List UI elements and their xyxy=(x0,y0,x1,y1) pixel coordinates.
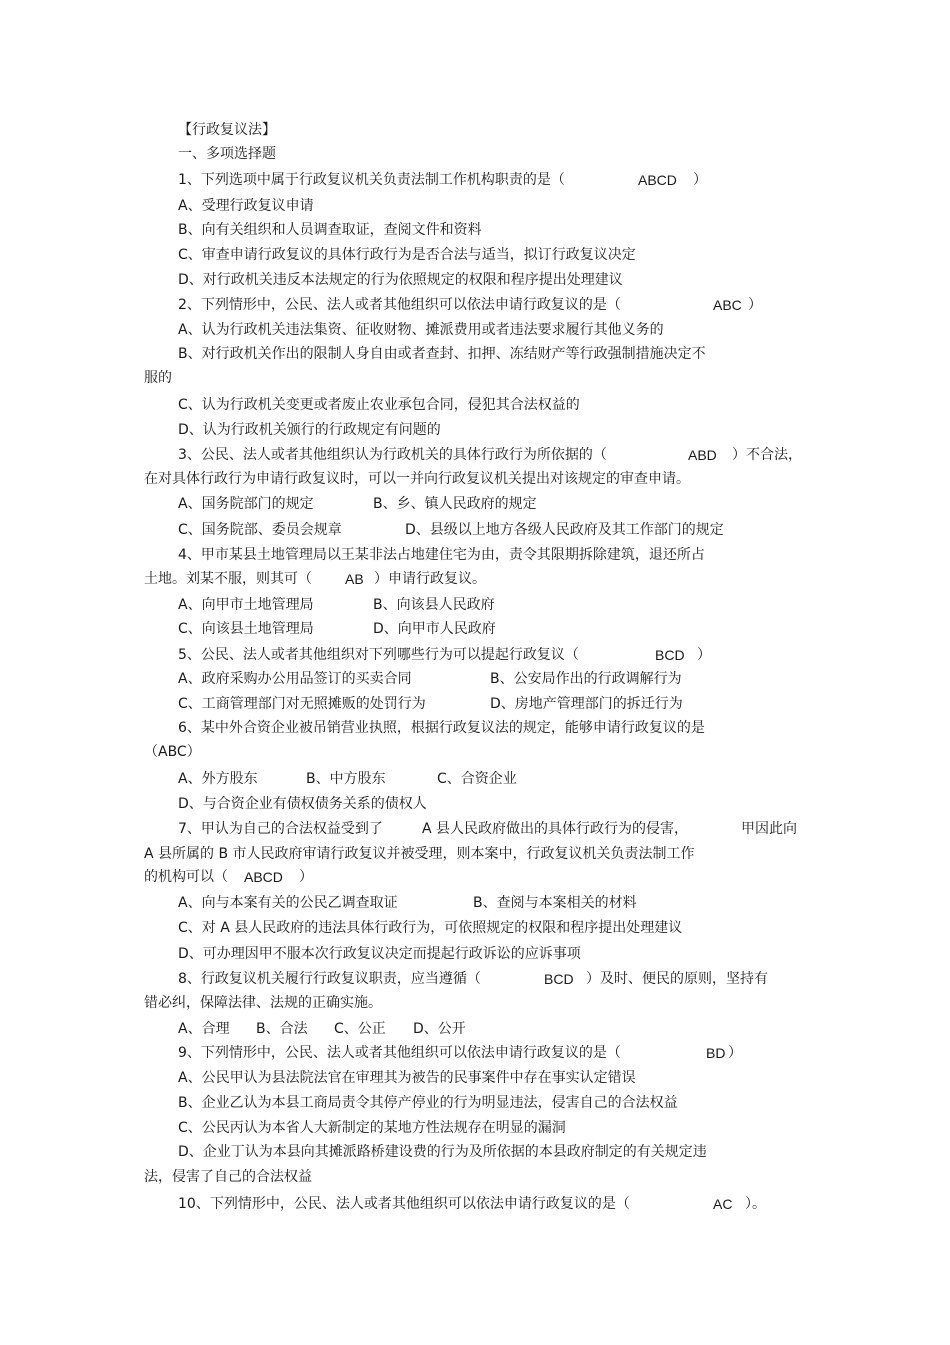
q5-close: ） xyxy=(697,647,711,663)
q6-option-a: A、外方股东 xyxy=(178,771,258,787)
q8-answer: BCD xyxy=(544,971,574,987)
q7-option-c: C、对 A 县人民政府的违法具体行政行为，可依照规定的权限和程序提出处理建议 xyxy=(178,920,683,936)
q7-option-d: D、可办理因甲不服本次行政复议决定而提起行政诉讼的应诉事项 xyxy=(178,946,581,962)
q9-option-d: D、企业丁认为本县向其摊派路桥建设费的行为及所依据的本县政府制定的有关规定违 xyxy=(178,1144,707,1160)
q7-stem-cont2: 的机构可以（ xyxy=(144,869,228,885)
q9-option-a: A、公民甲认为县法院法官在审理其为被告的民事案件中存在事实认定错误 xyxy=(178,1070,636,1086)
q6-option-c: C、合资企业 xyxy=(437,771,517,787)
q9-option-d-cont: 法，侵害了自己的合法权益 xyxy=(144,1169,312,1185)
q5-answer: BCD xyxy=(655,647,685,663)
q3-option-a: A、国务院部门的规定 xyxy=(178,496,314,512)
doc-title: 【行政复议法】 xyxy=(178,122,276,138)
q9-close: ） xyxy=(728,1045,742,1061)
q1-stem: 1、下列选项中属于行政复议机关负责法制工作机构职责的是（ xyxy=(178,172,565,188)
q8-tail: ）及时、便民的原则，坚持有 xyxy=(586,971,768,987)
q7-option-a: A、向与本案有关的公民乙调查取证 xyxy=(178,895,398,911)
q10-close: ）。 xyxy=(745,1196,766,1212)
q1-close: ） xyxy=(693,172,707,188)
q5-stem: 5、公民、法人或者其他组织对下列哪些行为可以提起行政复议（ xyxy=(178,647,579,663)
q7-close: ） xyxy=(299,869,313,885)
q3-option-d: D、县级以上地方各级人民政府及其工作部门的规定 xyxy=(405,522,724,538)
q8-stem-cont: 错必纠，保障法律、法规的正确实施。 xyxy=(144,995,382,1011)
q3-tail: ）不合法， xyxy=(732,447,802,463)
q4-answer: AB xyxy=(345,571,364,587)
q6-answer: （ABC） xyxy=(144,744,201,760)
q6-stem: 6、某中外合资企业被吊销营业执照，根据行政复议法的规定，能够申请行政复议的是 xyxy=(178,720,705,736)
q7-option-b: B、查阅与本案相关的材料 xyxy=(473,895,637,911)
q5-option-c: C、工商管理部门对无照摊贩的处罚行为 xyxy=(178,696,426,712)
q2-option-b: B、对行政机关作出的限制人身自由或者查封、扣押、冻结财产等行政强制措施决定不 xyxy=(178,346,706,362)
q4-option-d: D、向甲市人民政府 xyxy=(373,621,496,637)
q1-option-d: D、对行政机关违反本法规定的行为依照规定的权限和程序提出处理建议 xyxy=(178,272,623,288)
q4-stem: 4、甲市某县土地管理局以王某非法占地建住宅为由，责令其限期拆除建筑，退还所占 xyxy=(178,547,705,563)
q3-option-b: B、乡、镇人民政府的规定 xyxy=(373,496,537,512)
q8-option-a: A、合理 xyxy=(178,1021,230,1037)
q6-option-b: B、中方股东 xyxy=(306,771,386,787)
q2-close: ） xyxy=(748,297,762,313)
q9-answer: BD xyxy=(706,1045,726,1061)
q9-stem: 9、下列情形中，公民、法人或者其他组织可以依法申请行政复议的是（ xyxy=(178,1045,621,1061)
q5-option-a: A、政府采购办公用品签订的买卖合同 xyxy=(178,671,412,687)
q3-stem: 3、公民、法人或者其他组织认为行政机关的具体行政行为所依据的（ xyxy=(178,447,607,463)
q7-answer: ABCD xyxy=(244,869,283,885)
q2-option-c: C、认为行政机关变更或者废止农业承包合同，侵犯其合法权益的 xyxy=(178,397,580,413)
q2-option-d: D、认为行政机关颁行的行政规定有问题的 xyxy=(178,422,441,438)
q4-stem-cont: 土地。刘某不服，则其可（ xyxy=(144,571,312,587)
q4-option-b: B、向该县人民政府 xyxy=(373,597,495,613)
q3-answer: ABD xyxy=(688,447,717,463)
q7-stem-a: 7、甲认为自己的合法权益受到了 xyxy=(178,821,383,837)
q4-option-a: A、向甲市土地管理局 xyxy=(178,597,314,613)
q10-stem: 10、下列情形中，公民、法人或者其他组织可以依法申请行政复议的是（ xyxy=(178,1196,630,1212)
q7-stem-c: 甲因此向 xyxy=(741,821,797,837)
q3-stem-cont: 在对具体行政行为申请行政复议时，可以一并向行政复议机关提出对该规定的审查申请。 xyxy=(144,471,690,487)
q8-option-b: B、合法 xyxy=(256,1021,308,1037)
section-heading: 一、多项选择题 xyxy=(178,146,276,162)
q6-option-d: D、与合资企业有债权债务关系的债权人 xyxy=(178,796,427,812)
q8-option-c: C、公正 xyxy=(334,1021,386,1037)
q2-answer: ABC xyxy=(713,297,742,313)
q1-option-a: A、受理行政复议申请 xyxy=(178,198,314,214)
q2-option-b-cont: 服的 xyxy=(144,370,172,386)
q8-option-d: D、公开 xyxy=(413,1021,466,1037)
q2-option-a: A、认为行政机关违法集资、征收财物、摊派费用或者违法要求履行其他义务的 xyxy=(178,322,664,338)
q1-answer: ABCD xyxy=(638,172,677,188)
q10-answer: AC xyxy=(713,1196,733,1212)
q2-stem: 2、下列情形中，公民、法人或者其他组织可以依法申请行政复议的是（ xyxy=(178,297,621,313)
q4-stem-tail: ）申请行政复议。 xyxy=(374,571,486,587)
q9-option-b: B、企业乙认为本县工商局责令其停产停业的行为明显违法，侵害自己的合法权益 xyxy=(178,1095,678,1111)
q9-option-c: C、公民丙认为本省人大新制定的某地方性法规存在明显的漏洞 xyxy=(178,1120,566,1136)
q8-stem: 8、行政复议机关履行行政复议职责，应当遵循（ xyxy=(178,971,481,987)
q7-stem-b: A 县人民政府做出的具体行政行为的侵害， xyxy=(422,821,689,837)
q4-option-c: C、向该县土地管理局 xyxy=(178,621,314,637)
q1-option-b: B、向有关组织和人员调查取证，查阅文件和资料 xyxy=(178,222,482,238)
q3-option-c: C、国务院部、委员会规章 xyxy=(178,522,342,538)
q1-option-c: C、审查申请行政复议的具体行政行为是否合法与适当，拟订行政复议决定 xyxy=(178,247,636,263)
q7-stem-cont: A 县所属的 B 市人民政府审请行政复议并被受理，则本案中，行政复议机关负责法制工作 xyxy=(144,846,695,862)
q5-option-b: B、公安局作出的行政调解行为 xyxy=(490,671,682,687)
q5-option-d: D、房地产管理部门的拆迁行为 xyxy=(490,696,683,712)
